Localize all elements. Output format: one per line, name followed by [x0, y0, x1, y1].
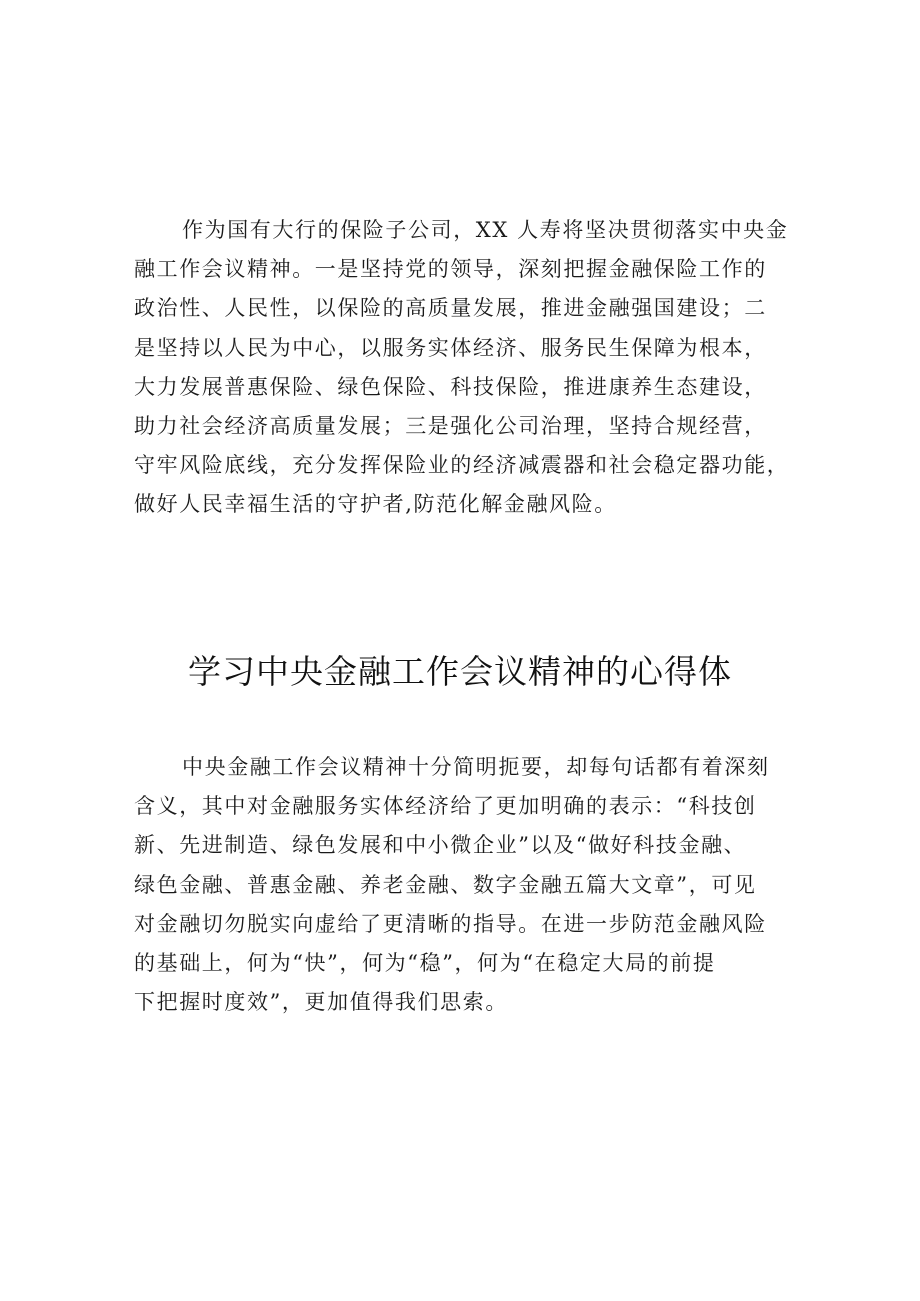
- paragraph-line: 融工作会议精神。一是坚持党的领导，深刻把握金融保险工作的: [134, 257, 767, 282]
- paragraph-line: 对金融切勿脱实向虚给了更清晰的指导。在进一步防范金融风险: [134, 911, 767, 936]
- paragraph-line: 大力发展普惠保险、绿色保险、科技保险，推进康养生态建设，: [134, 374, 767, 399]
- paragraph-line: 作为国有大行的保险子公司，XX 人寿将坚决贯彻落实中央金: [182, 218, 789, 242]
- paragraph-insurance-commitment: [134, 211, 794, 525]
- paragraph-line: 助力社会经济高质量发展；三是强化公司治理，坚持合规经营，: [134, 414, 767, 439]
- paragraph-line: 含义，其中对金融服务实体经济给了更加明确的表示：“科技创: [134, 794, 757, 819]
- paragraph-line: 做好人民幸福生活的守护者,防范化解金融风险。: [134, 492, 617, 517]
- paragraph-line: 中央金融工作会议精神十分简明扼要，却每句话都有着深刻: [182, 755, 770, 779]
- paragraph-line: 守牢风险底线，充分发挥保险业的经济减震器和社会稳定器功能，: [134, 453, 790, 478]
- paragraph-line: 绿色金融、普惠金融、养老金融、数字金融五篇大文章”，可见: [134, 872, 757, 897]
- paragraph-line: 是坚持以人民为中心，以服务实体经济、服务民生保障为根本，: [134, 335, 767, 360]
- paragraph-line: 的基础上，何为“快”，何为“稳”，何为“在稳定大局的前提: [134, 951, 716, 976]
- paragraph-line: 下把握时度效”，更加值得我们思索。: [134, 990, 508, 1015]
- paragraph-reflection: [134, 748, 794, 1022]
- section-heading: 学习中央金融工作会议精神的心得体: [188, 652, 732, 691]
- paragraph-line: 政治性、人民性，以保险的高质量发展，推进金融强国建设；二: [134, 296, 767, 321]
- paragraph-line: 新、先进制造、绿色发展和中小微企业”以及“做好科技金融、: [134, 833, 747, 858]
